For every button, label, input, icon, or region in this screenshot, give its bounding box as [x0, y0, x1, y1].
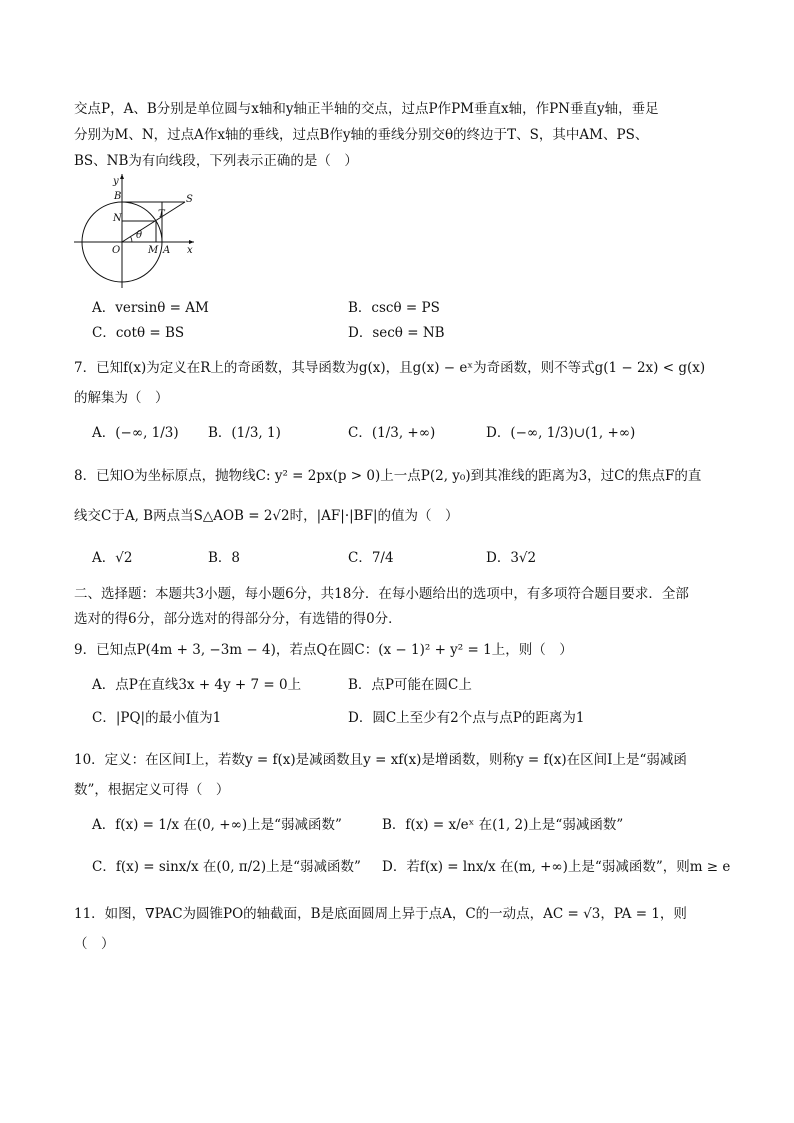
fig-label-m: M	[148, 245, 159, 256]
q8-option-c: C．7/4	[348, 550, 394, 566]
unit-circle-diagram	[70, 170, 200, 290]
fig-label-theta: θ	[136, 230, 143, 241]
q9-line-1: 9．已知点P(4m + 3, −3m − 4)，若点Q在圆C：(x − 1)² + y² = 1上，则（ ）	[74, 642, 573, 658]
q6-line-1: 交点P，A、B分别是单位圆与x轴和y轴正半轴的交点，过点P作PM垂直x轴，作PN垂直y轴，垂足	[74, 101, 659, 117]
q8-option-b: B．8	[208, 550, 241, 566]
q10-option-a: A．f(x) = 1/x 在(0, +∞)上是“弱减函数”	[92, 817, 342, 833]
q9-option-c: C．|PQ|的最小值为1	[92, 710, 222, 726]
q6-option-a: A．versinθ = AM	[92, 300, 209, 316]
q10-line-1: 10．定义：在区间I上，若数y = f(x)是减函数且y = xf(x)是增函数，则称y = f(x)在区间I上是“弱减函	[74, 752, 687, 768]
section-2-line-1: 二、选择题：本题共3小题，每小题6分，共18分．在每小题给出的选项中，有多项符合题目要求．全部	[74, 586, 689, 602]
q7-option-c: C．(1/3, +∞)	[348, 425, 436, 441]
q6-line-3: BS、NB为有向线段，下列表示正确的是（ ）	[74, 153, 358, 169]
fig-label-o: O	[112, 245, 121, 256]
q10-option-b: B．f(x) = x/eˣ 在(1, 2)上是“弱减函数”	[382, 817, 624, 833]
unit-circle-figure	[70, 170, 200, 290]
fig-label-n: N	[113, 213, 122, 224]
q7-line-2: 的解集为（ ）	[74, 390, 169, 406]
q9-option-b: B．点P可能在圆C上	[348, 677, 472, 693]
fig-label-b: B	[114, 191, 122, 202]
q11-line-1: 11．如图，∇PAC为圆锥PO的轴截面，B是底面圆周上异于点A，C的一动点，AC = √3，PA = 1，则	[74, 906, 687, 922]
q6-option-b: B．cscθ = PS	[348, 300, 440, 316]
fig-label-a: A	[163, 245, 171, 256]
section-2-line-2: 选对的得6分，部分选对的得部分分，有选错的得0分．	[74, 611, 402, 627]
fig-label-t: T	[158, 209, 165, 220]
q8-option-a: A．√2	[92, 550, 133, 566]
q9-option-d: D．圆C上至少有2个点与点P的距离为1	[348, 710, 585, 726]
fig-label-s: S	[186, 194, 193, 205]
q7-option-a: A．(−∞, 1/3)	[92, 425, 179, 441]
q7-line-1: 7．已知f(x)为定义在R上的奇函数，其导函数为g(x)，且g(x) − eˣ为奇函数，则不等式g(1 − 2x) < g(x)	[74, 360, 706, 376]
q10-option-c: C．f(x) = sinx/x 在(0, π/2)上是“弱减函数”	[92, 859, 361, 875]
fig-label-x: x	[187, 245, 193, 256]
q7-option-d: D．(−∞, 1/3)∪(1, +∞)	[486, 425, 636, 441]
q11-line-2: （ ）	[74, 936, 115, 952]
q6-line-2: 分别为M、N，过点A作x轴的垂线，过点B作y轴的垂线分别交θ的终边于T、S，其中AM、PS、	[74, 127, 649, 143]
q6-option-c: C．cotθ = BS	[92, 325, 185, 341]
q9-option-a: A．点P在直线3x + 4y + 7 = 0上	[92, 677, 302, 693]
q10-line-2: 数”，根据定义可得（ ）	[74, 782, 230, 798]
q8-line-2: 线交C于A, B两点当S△AOB = 2√2时，|AF|·|BF|的值为（ ）	[74, 508, 459, 524]
fig-label-y: y	[113, 176, 119, 187]
q10-option-d: D．若f(x) = lnx/x 在(m, +∞)上是“弱减函数”，则m ≥ e	[382, 859, 731, 875]
q8-option-d: D．3√2	[486, 550, 537, 566]
q7-option-b: B．(1/3, 1)	[208, 425, 281, 441]
q6-option-d: D．secθ = NB	[348, 325, 445, 341]
q8-line-1: 8．已知O为坐标原点，抛物线C: y² = 2px(p > 0)上一点P(2, y₀)到其准线的距离为3，过C的焦点F的直	[74, 468, 702, 484]
